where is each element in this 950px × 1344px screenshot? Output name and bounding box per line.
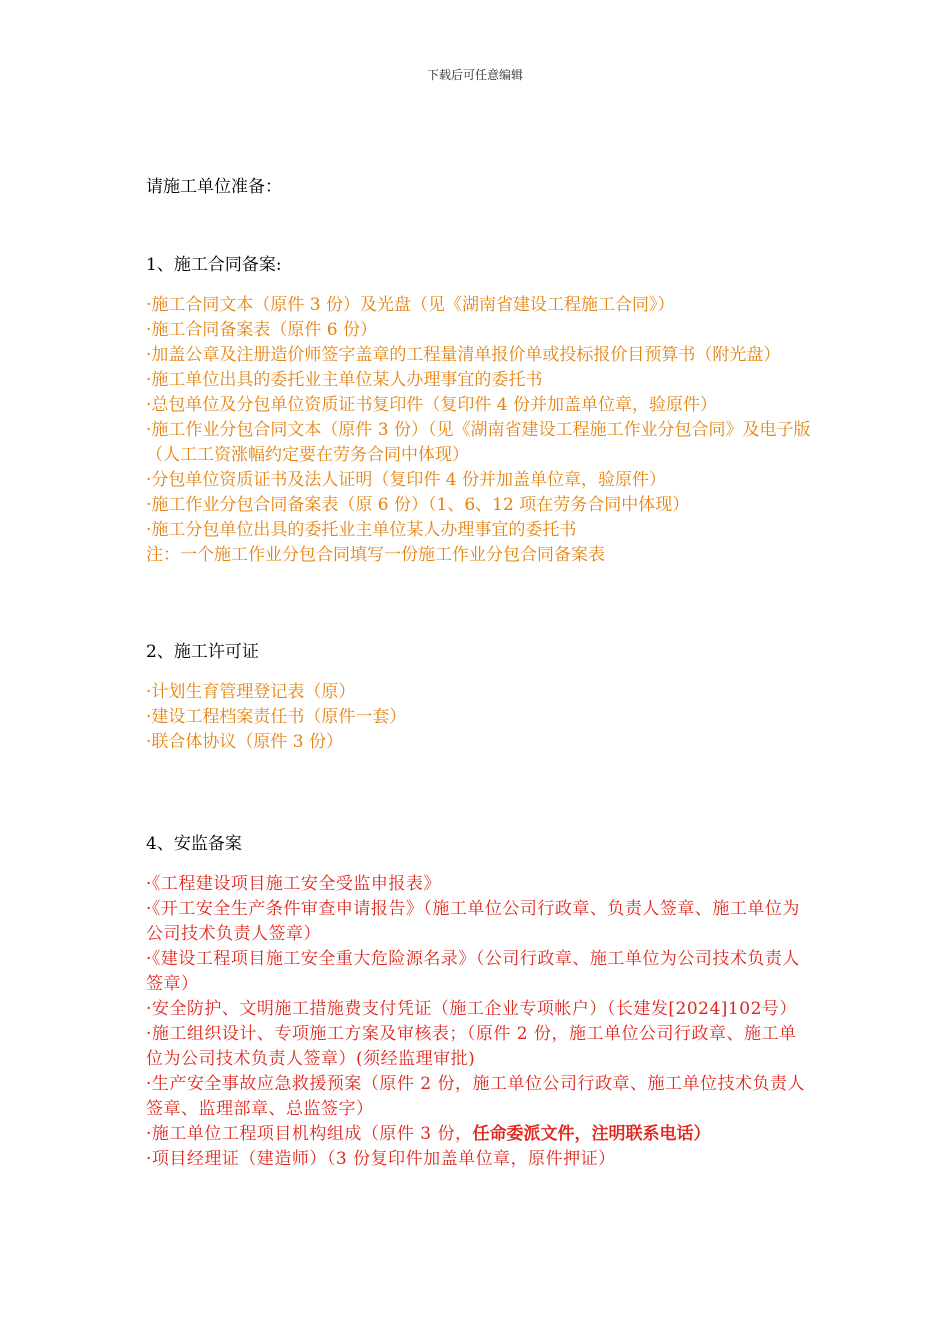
emphasis-text: 任命委派文件，注明联系电话） (472, 1124, 711, 1144)
section-title: 1、施工合同备案: (146, 255, 282, 275)
list-item: ·施工作业分包合同备案表（原 6 份）（1、6、12 项在劳务合同中体现） (146, 495, 690, 515)
section-construction-permit (146, 640, 811, 755)
item-list (146, 293, 811, 568)
list-item: ·施工分包单位出具的委托业主单位某人办理事宜的委托书 (146, 520, 577, 540)
list-item (146, 1122, 811, 1147)
intro-line: 请施工单位准备： (146, 177, 282, 197)
item-list (146, 680, 811, 755)
section-title: 4、安监备案 (146, 834, 242, 854)
page-header: 下载后可任意编辑 (426, 68, 523, 82)
list-item: ·生产安全事故应急救援预案（原件 2 份，施工单位公司行政章、施工单位技术负责人签章、监理部章、总监签字） (146, 1074, 806, 1119)
list-item: ·施工作业分包合同文本（原件 3 份）（见《湖南省建设工程施工作业分包合同》及电子版（人工工资涨幅约定要在劳务合同中体现） (146, 420, 811, 465)
list-item: ·施工组织设计、专项施工方案及审核表；（原件 2 份，施工单位公司行政章、施工单位为公司技术负责人签章）(须经监理审批) (146, 1024, 797, 1069)
list-item: ·施工单位出具的委托业主单位某人办理事宜的委托书 (146, 370, 543, 390)
list-item: ·项目经理证（建造师）（3 份复印件加盖单位章，原件押证） (146, 1149, 616, 1169)
list-item: ·总包单位及分包单位资质证书复印件（复印件 4 份并加盖单位章，验原件） (146, 395, 718, 415)
list-item: ·《建设工程项目施工安全重大危险源名录》（公司行政章、施工单位为公司技术负责人签章） (146, 949, 800, 994)
section-safety-filing (146, 832, 811, 1172)
list-item: ·施工合同备案表（原件 6 份） (146, 320, 378, 340)
list-item: ·《工程建设项目施工安全受监申报表》 (146, 874, 441, 894)
list-item-text: ·施工单位工程项目机构组成（原件 3 份， (146, 1124, 473, 1144)
section-title: 2、施工许可证 (146, 642, 259, 662)
list-item: ·安全防护、文明施工措施费支付凭证（施工企业专项帐户）（长建发[2024]102号） (146, 999, 797, 1019)
list-item: ·计划生育管理登记表（原） (146, 682, 356, 702)
list-item: ·建设工程档案责任书（原件一套） (146, 707, 407, 727)
list-item: ·施工合同文本（原件 3 份）及光盘（见《湖南省建设工程施工合同》） (146, 295, 675, 315)
section-contract-filing (146, 253, 811, 568)
list-item: ·《开工安全生产条件审查申请报告》（施工单位公司行政章、负责人签章、施工单位为公司技术负责人签章） (146, 899, 800, 944)
list-item: ·联合体协议（原件 3 份） (146, 732, 344, 752)
list-item: ·分包单位资质证书及法人证明（复印件 4 份并加盖单位章，验原件） (146, 470, 667, 490)
note-line: 注：一个施工作业分包合同填写一份施工作业分包合同备案表 (146, 545, 605, 565)
list-item: ·加盖公章及注册造价师签字盖章的工程量清单报价单或投标报价目预算书（附光盘） (146, 345, 781, 365)
item-list (146, 872, 811, 1172)
